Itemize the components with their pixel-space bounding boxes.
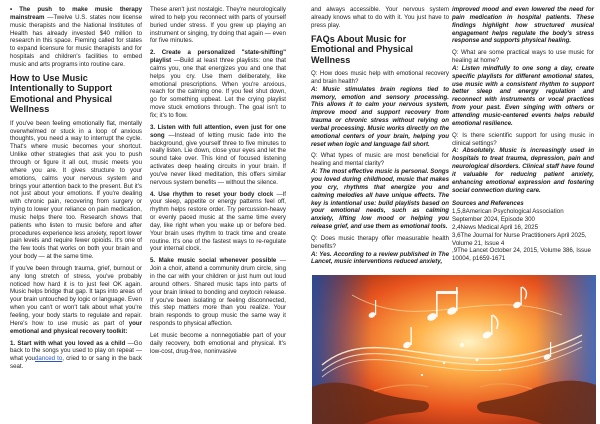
faq-answer: A: Listen mindfully to one song a day, create specific playlists for different emotional states, use music with a consistent rhythm to support better sleep and energy regulation and reconnect with instruments or vocal practices from your past. Even singing with others or attending music-centered events helps rebuild emotional resilience. (452, 64, 594, 127)
faq-answer: A: Music stimulates brain regions tied to memory, emotion and sensory processing. This allows it to calm your nervous system, improve mood and support recovery from trauma or chronic stress without relying on verbal processing. Music works directly on the emotional centers of your brain, helping you reset when logic and language fall short. (311, 85, 449, 148)
step-1: 1. Start with what you loved as a child —Go back to the songs you used to play on repeat — what youdanced to, cried to or sang in the back seat. (10, 339, 142, 371)
column-2 (150, 6, 286, 359)
source-item: 1,5,8American Psychological Association September 2024, Episode 300 (452, 208, 564, 224)
step-3: 3. Listen with full attention, even just for one song —Instead of letting music fade into the background, give yourself three to five minutes to really listen. Lie down, close your eyes and let the sound take over. This kind of focused listening activates deep healing circuits in your brain. If you've never liked meditation, this offers similar nervous system benefits — without the silence. (150, 123, 286, 186)
faq-answer: A: Yes. According to a review published in The Lancet, music interventions reduced anxiety, (311, 250, 449, 266)
faq-question: Q: Does music therapy offer measurable health benefits? (311, 234, 449, 250)
column-3 (311, 6, 449, 270)
step-4: 4. Use rhythm to reset your body clock —If your sleep, appetite or energy patterns feel off, rhythm helps restore order. Try percussion-heavy or evenly paced music at the same time every day, like right when you wake up or before bed. Your brain uses rhythm to track time and create routine. It's one of the fastest ways to re-regulate your internal clock. (150, 190, 287, 253)
step-5: 5. Make music social whenever possible — Join a choir, attend a community drum circle, sing in the car with your children or just hum out loud around others. Shared music taps into parts of your brain linked to bonding and oxytocin release. If you've been isolating or feeling disconnected, this step matters more than you realize. Your brain responds to group music the same way it responds to physical affection. (150, 257, 286, 328)
danced-link[interactable]: danced to (34, 355, 63, 363)
source-item: 3,6The Journal for Nurse Practitioners April 2025, Volume 21, Issue 4 (452, 231, 587, 247)
faq-question: Q: What types of music are most beneficial for healing and mental clarity? (311, 152, 449, 168)
faq-heading: FAQs About Music for Emotional and Physical Wellness (311, 33, 414, 65)
sources-title: Sources and References (452, 200, 524, 208)
bullet-mainstream: • The push to make music therapy mainstream —Twelve U.S. states now license music therapists and the National Institutes of Health has already invested $40 million to research in this space. Fleming called for states to expand licensure for music therapists and for hospitals and children's facilities to embed music and arts programs into routine care. (10, 6, 142, 68)
music-art-svg (312, 275, 596, 424)
faq-answer: A: The most effective music is personal. Songs you loved during childhood, music that makes you cry, rhythms that energize you and calming melodies all have unique effects. The key is intentional use: build playlists based on your emotional needs, such as calming anxiety, lifting low mood or helping you release grief, and use them as emotional tools. (311, 168, 449, 231)
music-notes-hands-illustration (312, 275, 596, 424)
column-4 (452, 6, 594, 263)
paragraph-nostalgic: These aren't just nostalgic. They're neurologically wired to help you reconnect with parts of yourself buried under stress. If you grew up playing an instrument or singing, try doing that again — even for five minutes. (150, 6, 286, 45)
paragraph-trauma: If you've been through trauma, grief, burnout or any long stretch of stress, you've probably noticed how hard it is to just feel OK again. Music helps bridge that gap. It taps into areas of your brain untouched by logic or language. Even when you can't or won't talk about what you're feeling, your body starts to regulate and repair. Here's how to use music as part of your emotional and physical recovery toolkit: (10, 264, 142, 335)
faq-question: Q: Is there scientific support for using music in clinical settings? (452, 131, 594, 147)
faq-question: Q: What are some practical ways to use music for healing at home? (452, 49, 594, 65)
faq-answer-continued: improved mood and even lowered the need for pain medication in hospital patients. These findings highlight how structured musical engagement helps regulate the body's stress response and supports physical healing. (452, 6, 594, 45)
paragraph-outro: Let music become a nonnegotiable part of your daily recovery, both emotional and physical. It's low-cost, drug-free, noninvasive (150, 331, 286, 355)
source-item: 2,4News Medical April 16, 2025 (452, 223, 539, 231)
paragraph-press-play: and always accessible. Your nervous system already knows what to do with it. You just have to press play. (311, 6, 449, 29)
step-2: 2. Create a personalized "state-shifting" playlist —Build at least three playlists: one that calms you, one that energizes you and one that helps you cry. Use them deliberately, like emotional prescriptions. When you're anxious, reach for the calming one. If you feel shut down, go for something upbeat. Let the crying playlist move stuck emotions through. The goal isn't to fix; it's to flow. (150, 49, 286, 119)
paragraph-intro: If you've been feeling emotionally flat, mentally overwhelmed or stuck in a loop of anxious thoughts, you need a way to interrupt the cycle. That's where music becomes your shortcut. Unlike other strategies that ask you to push through or figure it all out, music meets you where you are. It gives structure to your emotions, calms your nervous system and brings your attention back to the present. But it's not just about your emotions. If you're dealing with chronic pain, recovering from surgery or trying to lower your reliance on pain medication, music helps there too. Research shows that patients who listen to music before and after procedures experience less anxiety, report lower pain levels and require fewer opioids. It's one of the few tools that works on both your brain and your body — at the same time. (10, 119, 142, 261)
faq-answer: A: Absolutely. Music is increasingly used in hospitals to treat trauma, depression, pain and neurological disorders. Clinical staff have found it valuable for reducing patient anxiety, enhancing emotional expression and fostering social connection during care. (452, 147, 594, 194)
faq-question: Q: How does music help with emotional recovery and brain health? (311, 70, 449, 85)
column-1 (10, 6, 142, 375)
section-heading-how-to: How to Use Music Intentionally to Support Emotional and Physical Wellness (10, 72, 113, 115)
source-item: ,9The Lancet October 24, 2015, Volume 386, Issue 10004, p1659-1671 (452, 247, 591, 263)
